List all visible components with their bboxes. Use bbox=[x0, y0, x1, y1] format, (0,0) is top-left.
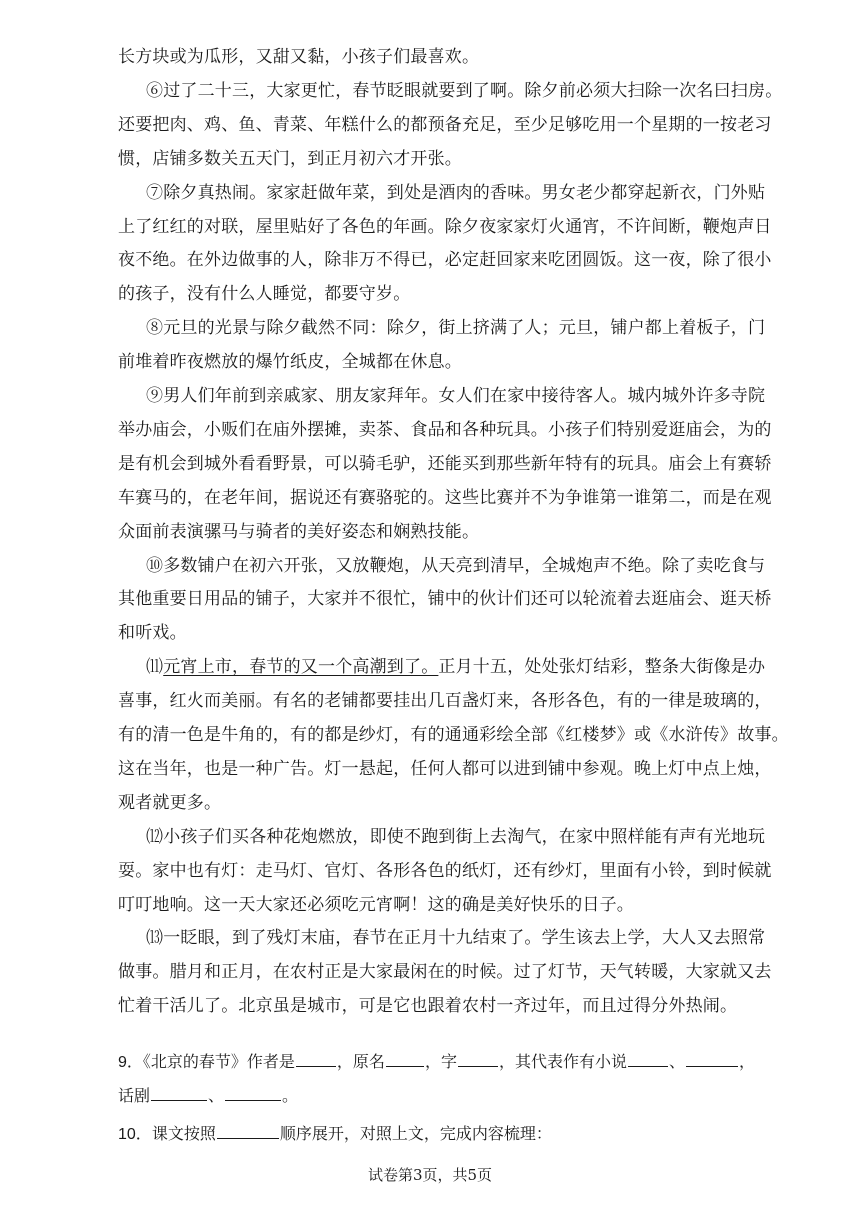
question-text: 。 bbox=[282, 1088, 299, 1105]
page-footer: 试卷第3页，共5页 bbox=[367, 1166, 493, 1184]
passage-line: 众面前表演骡马与骑者的美好姿态和娴熟技能。 bbox=[118, 521, 480, 542]
passage-line: 还要把肉、鸡、鱼、青菜、年糕什么的都预备充足，至少足够吃用一个星期的一按老习 bbox=[118, 114, 772, 135]
answer-blank-courtesy-name[interactable] bbox=[458, 1050, 498, 1067]
question-9-line-2 bbox=[118, 1084, 738, 1107]
paragraph-7-line: ⑦除夕真热闹。家家赶做年菜，到处是酒肉的香味。男女老少都穿起新衣，门外贴 bbox=[146, 182, 766, 203]
answer-blank-order[interactable] bbox=[217, 1122, 279, 1139]
paragraph-11-line bbox=[146, 657, 766, 678]
passage-line: 前堆着昨夜燃放的爆竹纸皮，全城都在休息。 bbox=[118, 352, 462, 373]
passage-line: 做事。腊月和正月，在农村正是大家最闲在的时候。过了灯节，天气转暖，大家就又去 bbox=[118, 962, 772, 983]
passage-line: 其他重要日用品的铺子，大家并不很忙，铺中的伙计们还可以轮流着去逛庙会、逛天桥 bbox=[118, 589, 772, 610]
passage-line: 车赛马的，在老年间，据说还有赛骆驼的。这些比赛并不为争谁第一谁第二，而是在观 bbox=[118, 487, 772, 508]
answer-blank-author[interactable] bbox=[296, 1050, 336, 1067]
passage-line: 喜事，红火而美丽。有名的老铺都要挂出几百盏灯来，各形各色，有的一律是玻璃的， bbox=[118, 691, 772, 712]
question-text: 话剧 bbox=[118, 1088, 151, 1105]
answer-blank-novel-1[interactable] bbox=[628, 1050, 668, 1067]
paragraph-9-line: ⑨男人们年前到亲戚家、朋友家拜年。女人们在家中接待客人。城内城外许多寺院 bbox=[146, 386, 766, 406]
passage-line: 举办庙会，小贩们在庙外摆摊，卖茶、食品和各种玩具。小孩子们特别爱逛庙会，为的 bbox=[118, 419, 772, 440]
passage-line: 夜不绝。在外边做事的人，除非万不得已，必定赶回家来吃团圆饭。这一夜，除了很小 bbox=[118, 250, 772, 271]
passage-line: 观者就更多。 bbox=[118, 792, 222, 813]
question-text: 课文按照 bbox=[151, 1126, 216, 1143]
paragraph-13-line: ⒀一眨眼，到了残灯末庙，春节在正月十九结束了。学生该去上学，大人又去照常 bbox=[146, 928, 766, 949]
question-10 bbox=[118, 1122, 738, 1145]
question-text: 、 bbox=[208, 1088, 225, 1105]
question-text: 顺序展开，对照上文，完成内容梳理： bbox=[279, 1126, 552, 1143]
passage-line: 惯，店铺多数关五天门，到正月初六才开张。 bbox=[118, 148, 462, 169]
passage-line: 忙着干活儿了。北京虽是城市，可是它也跟着农村一齐过年，而且过得分外热闹。 bbox=[118, 996, 738, 1017]
answer-blank-novel-2[interactable] bbox=[686, 1050, 738, 1067]
question-number: 10． bbox=[118, 1126, 152, 1143]
answer-blank-drama-1[interactable] bbox=[151, 1084, 207, 1101]
passage-line: 叮叮地响。这一天大家还必须吃元宵啊！这的确是美好快乐的日子。 bbox=[118, 894, 634, 915]
question-9 bbox=[118, 1050, 755, 1073]
paragraph-10-line: ⑩多数铺户在初六开张，又放鞭炮，从天亮到清早，全城炮声不绝。除了卖吃食与 bbox=[146, 555, 766, 576]
question-text: ，其代表作有小说 bbox=[498, 1054, 627, 1071]
question-text: ， bbox=[738, 1054, 755, 1071]
question-text: 、 bbox=[668, 1054, 685, 1071]
question-text: 《北京的春节》作者是 bbox=[142, 1054, 295, 1071]
passage-line: 长方块或为瓜形，又甜又黏，小孩子们最喜欢。 bbox=[118, 47, 480, 67]
sentence-text: 正月十五，处处张灯结彩，整条大街像是办 bbox=[438, 657, 766, 678]
passage-line: 的孩子，没有什么人睡觉，都要守岁。 bbox=[118, 284, 411, 305]
question-text: ，原名 bbox=[336, 1054, 385, 1071]
answer-blank-drama-2[interactable] bbox=[225, 1084, 281, 1101]
paragraph-6-line: ⑥过了二十三，大家更忙，春节眨眼就要到了啊。除夕前必须大扫除一次名曰扫房。 bbox=[146, 80, 783, 101]
underlined-sentence: 元宵上市，春节的又一个高潮到了。 bbox=[163, 657, 439, 678]
passage-line: 这在当年，也是一种广告。灯一悬起，任何人都可以进到铺中参观。晚上灯中点上烛， bbox=[118, 758, 772, 779]
paragraph-number: ⑾ bbox=[146, 657, 164, 678]
question-number: 9． bbox=[118, 1054, 143, 1071]
question-text: ，字 bbox=[424, 1054, 457, 1071]
passage-line: 上了红红的对联，屋里贴好了各色的年画。除夕夜家家灯火通宵，不许间断，鞭炮声日 bbox=[118, 216, 772, 237]
paragraph-12-line: ⑿小孩子们买各种花炮燃放，即使不跑到街上去淘气，在家中照样能有声有光地玩 bbox=[146, 826, 766, 847]
passage-line: 有的清一色是牛角的，有的都是纱灯，有的通通彩绘全部《红楼梦》或《水浒传》故事。 bbox=[118, 725, 789, 745]
passage-line: 耍。家中也有灯：走马灯、官灯、各形各色的纸灯，还有纱灯，里面有小铃，到时候就 bbox=[118, 860, 772, 881]
passage-line: 是有机会到城外看看野景，可以骑毛驴，还能买到那些新年特有的玩具。庙会上有赛轿 bbox=[118, 453, 772, 474]
paragraph-8-line: ⑧元旦的光景与除夕截然不同：除夕，街上挤满了人；元旦，铺户都上着板子，门 bbox=[146, 318, 766, 339]
answer-blank-original-name[interactable] bbox=[386, 1050, 424, 1067]
passage-line: 和听戏。 bbox=[118, 623, 187, 644]
